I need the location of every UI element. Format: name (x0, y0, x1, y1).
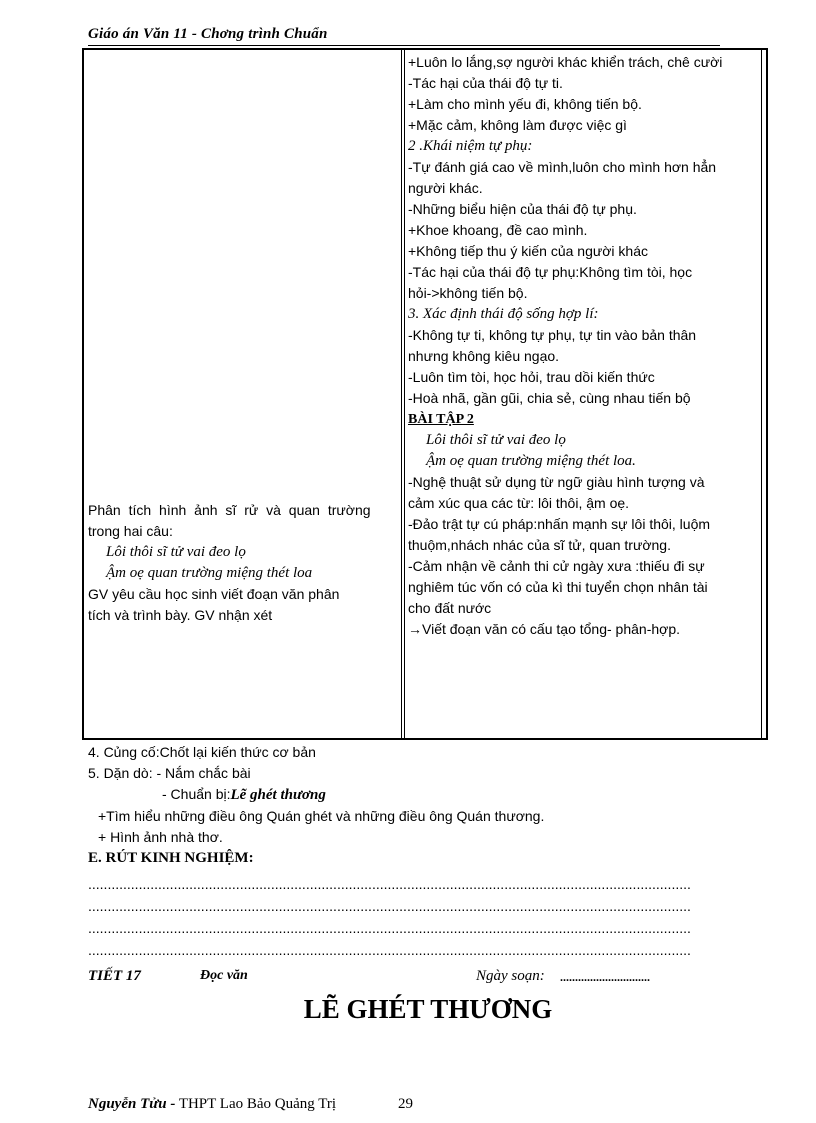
content-column (402, 50, 766, 738)
text-line: -Tác hại của thái độ tự phụ:Không tìm tòi, học (408, 264, 693, 280)
dotted-line: ........................................................................................................................................................... (88, 876, 691, 892)
text-line: nhưng không kiêu ngạo. (408, 348, 560, 364)
page-footer (88, 1096, 413, 1113)
page-number: 29 (398, 1096, 413, 1112)
teacher-activity-column (84, 50, 402, 738)
subject-label: Đọc văn (200, 968, 248, 983)
lesson-wrap-up (88, 742, 738, 961)
dotted-line: ........................................................................................................................................................... (88, 942, 691, 958)
task-line: +Tìm hiểu những điều ông Quán ghét và những điều ông Quán thương. (98, 808, 545, 824)
text-line: +Mặc cảm, không làm được việc gì (408, 117, 627, 133)
text-line: nghiêm túc vốn có của kì thi tuyển chọn nhân tài (408, 579, 708, 595)
text-line: -Đảo trật tự cú pháp:nhấn mạnh sự lôi thôi, luộm (408, 516, 711, 532)
right-column-text (408, 52, 760, 640)
text-line: +Luôn lo lắng,sợ người khác khiển trách, chê cười (408, 54, 723, 70)
lesson-table (82, 48, 768, 740)
text-line: -Luôn tìm tòi, học hỏi, trau dồi kiến thức (408, 369, 655, 385)
text-line: trong hai câu: (88, 523, 173, 539)
verse-line: Ậm oẹ quan trường miệng thét loa (106, 565, 313, 581)
lesson-number: TIẾT 17 (88, 968, 141, 984)
text-line: tích và trình bày. GV nhận xét (88, 607, 273, 623)
preparation-label: - Chuẩn bị: (162, 786, 231, 802)
consolidation-line: 4. Củng cố:Chốt lại kiến thức cơ bản (88, 744, 316, 760)
verse-line: Lôi thôi sĩ tử vai đeo lọ (426, 432, 566, 448)
experience-heading: E. RÚT KINH NGHIỆM: (88, 850, 254, 866)
text-line: -Không tự ti, không tự phụ, tự tin vào bản thân (408, 327, 697, 343)
left-column-text (88, 500, 394, 626)
text-line: -Tự đánh giá cao về mình,luôn cho mình hơn hẳn (408, 159, 717, 175)
dotted-line: ........................................................................................................................................................... (88, 898, 691, 914)
text-line: cho đất nước (408, 600, 492, 616)
date-value: .............................. (560, 970, 650, 984)
text-line: người khác. (408, 180, 483, 196)
text-line: -Tác hại của thái độ tự ti. (408, 75, 563, 91)
next-lesson-title: Lẽ ghét thương (230, 787, 326, 803)
section-heading: 3. Xác định thái độ sống hợp lí: (408, 306, 599, 322)
text-line: →Viết đoạn văn có cấu tạo tổng- phân-hợp. (408, 621, 680, 637)
verse-line: Lôi thôi sĩ tử vai đeo lọ (106, 544, 246, 560)
text-line: -Những biểu hiện của thái độ tự phụ. (408, 201, 637, 217)
task-line: + Hình ảnh nhà thơ. (98, 829, 223, 845)
text-line: GV yêu cầu học sinh viết đoạn văn phân (88, 586, 340, 602)
section-heading: 2 .Khái niệm tự phụ: (408, 138, 533, 154)
text-line: thuộm,nhách nhác của sĩ tử, quan trường. (408, 537, 671, 553)
text-line: -Nghệ thuật sử dụng từ ngữ giàu hình tượng và (408, 474, 705, 490)
document-header: Giáo án Văn 11 - Chơng trình Chuẩn (88, 26, 720, 46)
text-line: -Hoà nhã, gần gũi, chia sẻ, cùng nhau tiến bộ (408, 390, 691, 406)
lesson-title: LẼ GHÉT THƯƠNG (303, 994, 553, 1024)
exercise-heading: BÀI TẬP 2 (408, 412, 474, 427)
footer-school: THPT Lao Bảo Quảng Trị (178, 1096, 337, 1112)
footer-author: Nguyễn Tửu - (88, 1096, 176, 1112)
date-label: Ngày soạn: (476, 968, 545, 984)
dotted-line: ........................................................................................................................................................... (88, 920, 691, 936)
text-line: hỏi->không tiến bộ. (408, 285, 528, 301)
text-line: -Cảm nhận về cảnh thi cử ngày xưa :thiếu đi sự (408, 558, 705, 574)
preparation-line (88, 784, 738, 806)
text-line: Phân tích hình ảnh sĩ rử và quan trường (88, 502, 371, 518)
homework-line: 5. Dặn dò: - Nắm chắc bài (88, 765, 251, 781)
text-line: +Không tiếp thu ý kiến của người khác (408, 243, 648, 259)
text-line: +Làm cho mình yếu đi, không tiến bộ. (408, 96, 642, 112)
verse-line: Ậm oẹ quan trường miệng thét loa. (426, 453, 636, 469)
text-line: +Khoe khoang, đề cao mình. (408, 222, 588, 238)
text-line: cảm xúc qua các từ: lôi thôi, ậm oẹ. (408, 495, 630, 511)
